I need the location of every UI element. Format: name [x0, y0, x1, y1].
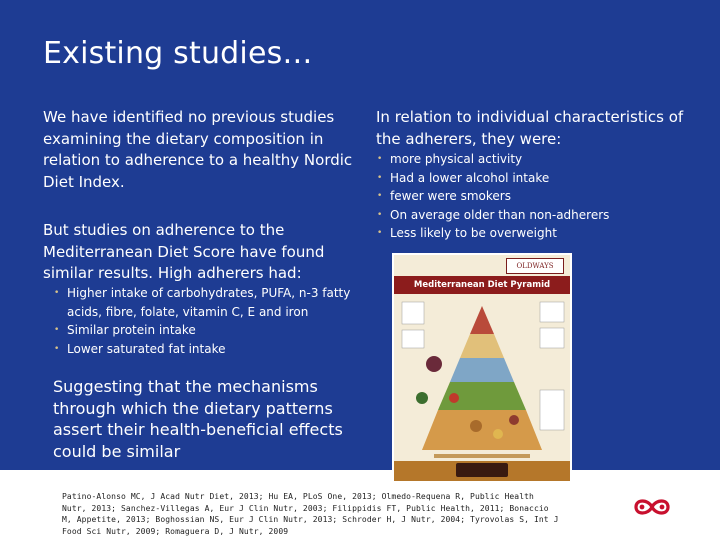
bullet-icon: •: [377, 209, 383, 220]
bullet-icon: •: [377, 154, 383, 164]
list-item: • Less likely to be overweight: [375, 224, 705, 243]
diet-pyramid-poster: [392, 253, 572, 483]
list-item: • Had a lower alcohol intake: [375, 169, 705, 188]
poster-footer: [394, 461, 570, 481]
list-item: • fewer were smokers: [375, 187, 705, 206]
diet-pyramid-image: [394, 294, 570, 464]
list-item: • Lower saturated fat intake: [52, 340, 372, 359]
references-footnote: Patino-Alonso MC, J Acad Nutr Diet, 2013; Hu EA, PLoS One, 2013; Olmedo-Requena R, Public Health Nutr, 2013; Sanchez-Villegas A, Eur J Clin Nutr, 2003; Filippidis FT, Public Health, 2011; Bonaccio M, Appetite, 2013; Boghossian NS, Eur J Clin Nutr, 2013; Schroder H, J Nutr, 2004; Tyrovolas S, Int J Food Sci Nutr, 2009; Romaguera D, J Nutr, 2009: [62, 492, 559, 536]
mediterranean-paragraph: But studies on adherence to the Mediterranean Diet Score have found similar results. High adherers had:: [43, 221, 325, 282]
conclusion-paragraph: Suggesting that the mechanisms through which the dietary patterns assert their health-beneficial effects could be similar: [53, 377, 343, 461]
list-item: • Higher intake of carbohydrates, PUFA, n-3 fatty acids, fibre, folate, vitamin C, E and iron: [54, 286, 351, 319]
high-adherers-list: [52, 284, 372, 358]
characteristics-intro: In relation to individual characteristics of the adherers, they were:: [376, 108, 684, 148]
bullet-icon: •: [377, 191, 383, 201]
infinity-link-logo-icon: [630, 494, 674, 520]
slide-title: Existing studies…: [43, 36, 313, 71]
list-item: • Similar protein intake: [52, 321, 372, 340]
bullet-icon: •: [54, 325, 60, 335]
list-item: • more physical activity: [375, 150, 705, 169]
poster-seal: [456, 463, 508, 477]
bullet-icon: •: [54, 288, 60, 298]
list-item: • On average older than non-adherers: [375, 206, 705, 225]
intro-paragraph: We have identified no previous studies examining the dietary composition in relation to adherence to a healthy Nordic Diet Index.: [43, 108, 353, 191]
characteristics-list: [375, 150, 705, 243]
bullet-icon: •: [54, 343, 60, 354]
bullet-icon: •: [377, 172, 383, 183]
oldways-logo: OLDWAYS: [506, 258, 564, 274]
poster-banner: Mediterranean Diet Pyramid: [394, 276, 570, 294]
bullet-icon: •: [377, 228, 383, 238]
